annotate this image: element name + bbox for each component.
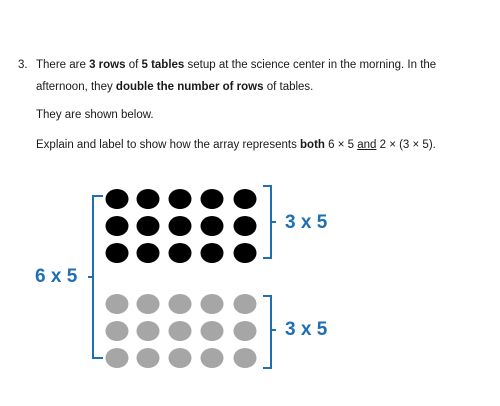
top-group-label: 3 x 5: [285, 212, 328, 233]
bottom-dot: [169, 294, 192, 314]
top-dot: [106, 243, 129, 263]
left-bracket: [88, 196, 103, 358]
top-dot: [201, 189, 224, 209]
bottom-dot: [201, 294, 224, 314]
bottom-dot: [106, 321, 129, 341]
top-dot: [137, 189, 160, 209]
bottom-dot: [234, 348, 257, 368]
bottom-dot: [234, 294, 257, 314]
top-dot: [169, 189, 192, 209]
bottom-dot: [137, 294, 160, 314]
top-dot: [137, 216, 160, 236]
top-dot: [137, 243, 160, 263]
top-dot: [201, 243, 224, 263]
bottom-dot: [201, 348, 224, 368]
right-bracket-top: [263, 186, 276, 258]
question-line-4: Explain and label to show how the array represents both 6 × 5 and 2 × (3 × 5).: [36, 139, 436, 151]
top-dot: [234, 189, 257, 209]
top-dot: [234, 216, 257, 236]
question-number: 3.: [18, 59, 28, 71]
top-dot: [106, 216, 129, 236]
bottom-dot: [169, 321, 192, 341]
top-dot: [106, 189, 129, 209]
bottom-dot: [106, 294, 129, 314]
question-line-3: They are shown below.: [36, 109, 154, 121]
bottom-dot: [106, 348, 129, 368]
right-bracket-bottom: [263, 296, 276, 368]
bottom-dot: [137, 321, 160, 341]
total-label: 6 x 5: [35, 266, 78, 287]
dot-array: [106, 189, 257, 368]
bottom-dot: [137, 348, 160, 368]
top-dot: [169, 216, 192, 236]
top-dot: [201, 216, 224, 236]
question-line-1: There are 3 rows of 5 tables setup at the science center in the morning. In the: [36, 59, 437, 71]
top-dot: [169, 243, 192, 263]
top-dot: [234, 243, 257, 263]
bottom-dot: [169, 348, 192, 368]
bottom-dot: [234, 321, 257, 341]
bottom-group-label: 3 x 5: [285, 319, 328, 340]
bottom-dot: [201, 321, 224, 341]
question-line-2: afternoon, they double the number of rows of tables.: [36, 81, 314, 93]
